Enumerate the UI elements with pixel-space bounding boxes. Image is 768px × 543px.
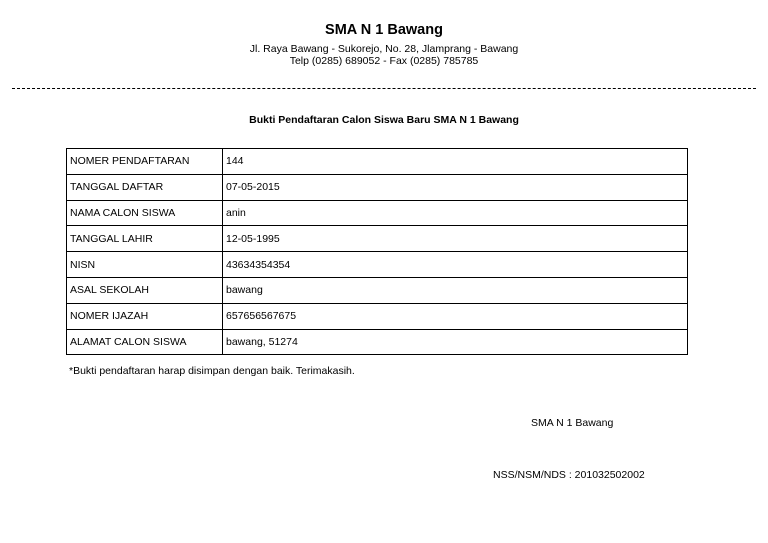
row-value: bawang, 51274	[223, 329, 688, 355]
signature-school-name: SMA N 1 Bawang	[531, 417, 614, 429]
row-value: anin	[223, 200, 688, 226]
row-value: 657656567675	[223, 303, 688, 329]
table-row	[67, 303, 688, 329]
row-label: TANGGAL LAHIR	[67, 226, 223, 252]
document-title: Bukti Pendaftaran Calon Siswa Baru SMA N 1 Bawang	[249, 114, 519, 126]
school-phone: Telp (0285) 689052 - Fax (0285) 785785	[289, 55, 479, 67]
table-row	[67, 329, 688, 355]
table-row	[67, 200, 688, 226]
row-value: bawang	[223, 277, 688, 303]
school-address: Jl. Raya Bawang - Sukorejo, No. 28, Jlamprang - Bawang	[249, 43, 519, 55]
table-row	[67, 226, 688, 252]
table-row	[67, 149, 688, 175]
table-row	[67, 252, 688, 278]
signature-school-id: NSS/NSM/NDS : 201032502002	[493, 469, 645, 481]
row-value: 12-05-1995	[223, 226, 688, 252]
registration-table	[66, 148, 688, 355]
header-divider	[12, 88, 756, 89]
row-label: NISN	[67, 252, 223, 278]
row-value: 144	[223, 149, 688, 175]
table-row	[67, 174, 688, 200]
row-label: NOMER PENDAFTARAN	[67, 149, 223, 175]
table-row	[67, 277, 688, 303]
row-label: ASAL SEKOLAH	[67, 277, 223, 303]
school-name: SMA N 1 Bawang	[325, 22, 443, 38]
row-label: TANGGAL DAFTAR	[67, 174, 223, 200]
footnote: *Bukti pendaftaran harap disimpan dengan baik. Terimakasih.	[69, 365, 355, 377]
row-value: 07-05-2015	[223, 174, 688, 200]
row-label: NAMA CALON SISWA	[67, 200, 223, 226]
row-label: ALAMAT CALON SISWA	[67, 329, 223, 355]
row-value: 43634354354	[223, 252, 688, 278]
row-label: NOMER IJAZAH	[67, 303, 223, 329]
